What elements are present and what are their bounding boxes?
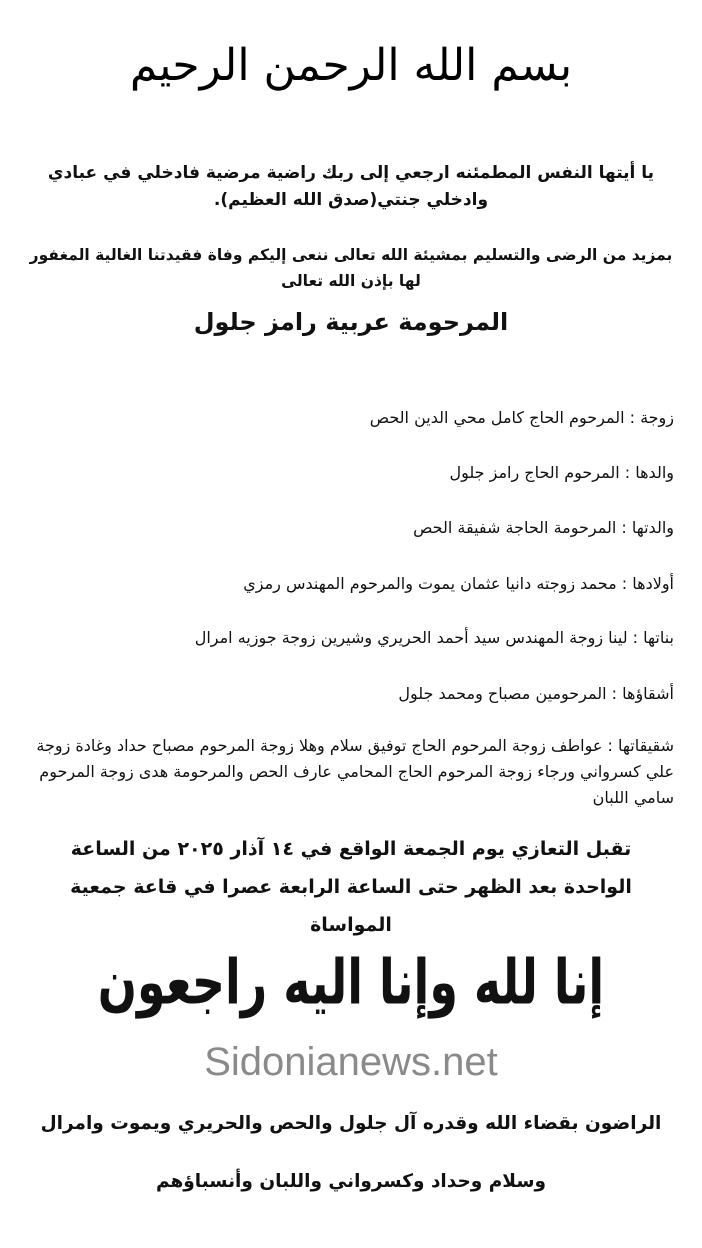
relative-sisters: شقيقاتها : عواطف زوجة المرحوم الحاج توفيق سلام وهلا زوجة المرحوم مصباح حداد وغادة زوجة علي كسرواني ورجاء زوجة المرحوم الحاج المحامي عارف الحص والمرحومة هدى زوجة المرحوم سامي اللبان bbox=[36, 736, 674, 807]
mourners-line-2: وسلام وحداد وكسرواني واللبان وأنسباؤهم bbox=[155, 1171, 547, 1192]
relative-husband: زوجة : المرحوم الحاج كامل محي الدين الحص bbox=[369, 408, 674, 427]
condolence-details: تقبل التعازي يوم الجمعة الواقع في ١٤ آذار ٢٠٢٥ من الساعة الواحدة بعد الظهر حتى الساعة الرابعة عصرا في قاعة جمعية المواساة bbox=[70, 838, 632, 936]
quran-verse: يا أيتها النفس المطمئنه ارجعي إلى ربك راضية مرضية فادخلي في عبادي وادخلي جنتي(صدق الله العظيم). bbox=[47, 163, 655, 210]
closing-phrase: إنا لله وإنا اليه راجعون bbox=[97, 945, 605, 1019]
relative-mother: والدتها : المرحومة الحاجة شفيقة الحص bbox=[413, 518, 674, 537]
website-watermark: Sidonianews.net bbox=[204, 1040, 498, 1084]
relative-daughters: بناتها : لينا زوجة المهندس سيد أحمد الحريري وشيرين زوجة جوزيه امرال bbox=[194, 628, 674, 647]
relative-brothers: أشقاؤها : المرحومين مصباح ومحمد جلول bbox=[398, 684, 674, 703]
relative-father: والدها : المرحوم الحاج رامز جلول bbox=[449, 463, 674, 482]
mourners-block bbox=[20, 1095, 682, 1211]
relative-sons: أولادها : محمد زوجته دانيا عثمان يموت والمرحوم المهندس رمزي bbox=[243, 574, 674, 593]
deceased-name: المرحومة عربية رامز جلول bbox=[193, 308, 509, 336]
mourners-line-1: الراضون بقضاء الله وقدره آل جلول والحص والحريري ويموت وامرال bbox=[40, 1113, 662, 1134]
basmala-heading: بسم الله الرحمن الرحيم bbox=[129, 40, 573, 91]
announcement-text: بمزيد من الرضى والتسليم بمشيئة الله تعالى ننعى إليكم وفاة فقيدتنا الغالية المغفور لها بإذن الله تعالى bbox=[29, 246, 673, 290]
